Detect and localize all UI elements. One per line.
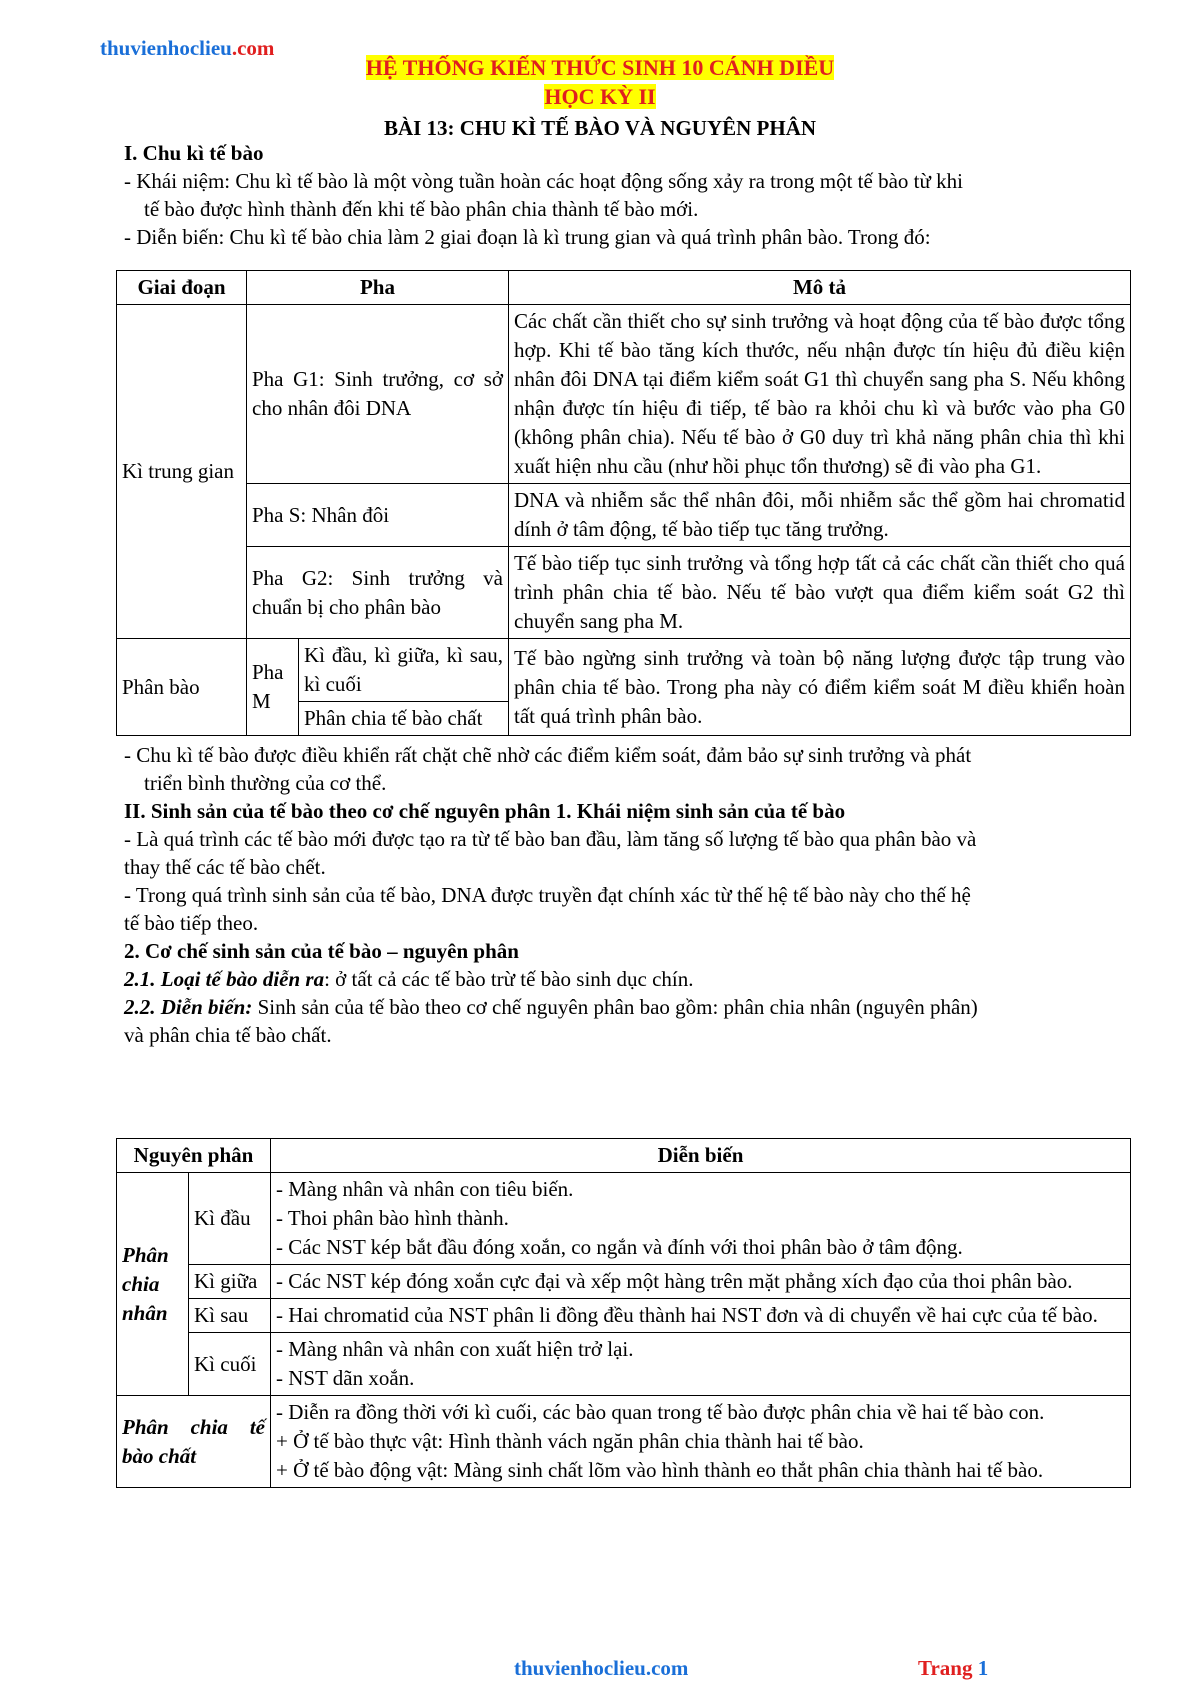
table2-header-progress: Diễn biến	[271, 1139, 1131, 1173]
prophase-desc: - Màng nhân và nhân con tiêu biến. - Thoi phân bào hình thành. - Các NST kép bắt đầu đóng xoắn, co ngắn và đính với thoi phân bào ở tâm động.	[271, 1173, 1131, 1265]
phase-s: Pha S: Nhân đôi	[247, 484, 509, 547]
phase-g1: Pha G1: Sinh trưởng, cơ sở cho nhân đôi DNA	[247, 305, 509, 484]
cell-cycle-table	[116, 270, 1131, 736]
telophase-desc: - Màng nhân và nhân con xuất hiện trở lại. - NST dãn xoắn.	[271, 1333, 1131, 1396]
lesson-title: BÀI 13: CHU KÌ TẾ BÀO VÀ NGUYÊN PHÂN	[383, 116, 817, 140]
table1-header-phase: Pha	[247, 271, 509, 305]
metaphase-desc: - Các NST kép đóng xoắn cực đại và xếp một hàng trên mặt phẳng xích đạo của thoi phân bào.	[271, 1265, 1131, 1299]
progress-line: - Diễn biến: Chu kì tế bào chia làm 2 giai đoạn là kì trung gian và quá trình phân bào. Trong đó:	[124, 225, 931, 249]
repro-line2: thay thế các tế bào chết.	[124, 855, 326, 879]
table1-header-stage: Giai đoạn	[117, 271, 247, 305]
section2-heading: II. Sinh sản của tế bào theo cơ chế nguyên phân 1. Khái niệm sinh sản của tế bào	[124, 799, 846, 823]
mitosis-heading: 2. Cơ chế sinh sản của tế bào – nguyên phân	[124, 939, 519, 963]
mitosis-table	[116, 1138, 1131, 1488]
document-title: HỆ THỐNG KIẾN THỨC SINH 10 CÁNH DIỀU	[365, 55, 835, 80]
phase-metaphase: Kì giữa	[189, 1265, 271, 1299]
concept-line2: tế bào được hình thành đến khi tế bào phân chia thành tế bào mới.	[144, 197, 699, 221]
logo-part2: .com	[231, 36, 275, 60]
phase-prophase: Kì đầu	[189, 1173, 271, 1265]
process-line1: 2.2. Diễn biến: Sinh sản của tế bào theo cơ chế nguyên phân bao gồm: phân chia nhân (nguyên phân)	[124, 995, 978, 1019]
dna-line1: - Trong quá trình sinh sản của tế bào, DNA được truyền đạt chính xác từ thế hệ tế bào này cho thế hệ	[124, 883, 971, 907]
process-line2: và phân chia tế bào chất.	[124, 1023, 332, 1047]
dna-line2: tế bào tiếp theo.	[124, 911, 259, 935]
page-number: Trang 1	[918, 1656, 989, 1680]
repro-line1: - Là quá trình các tế bào mới được tạo ra từ tế bào ban đầu, làm tăng số lượng tế bào qua phân bào và	[124, 827, 977, 851]
phase-m-desc: Tế bào ngừng sinh trưởng và toàn bộ năng lượng được tập trung vào phân chia tế bào. Trong pha này có điểm kiểm soát M điều khiển hoàn tất quá trình phân bào.	[509, 639, 1131, 736]
table1-header-desc: Mô tả	[509, 271, 1131, 305]
section1-heading: I. Chu kì tế bào	[124, 141, 264, 165]
cell-type-line: 2.1. Loại tế bào diễn ra: ở tất cả các tế bào trừ tế bào sinh dục chín.	[124, 967, 694, 991]
phase-telophase: Kì cuối	[189, 1333, 271, 1396]
footer-site-link[interactable]: thuvienhoclieu.com	[514, 1656, 689, 1680]
concept-line1: - Khái niệm: Chu kì tế bào là một vòng tuần hoàn các hoạt động sống xảy ra trong một tế bào từ khi	[124, 169, 963, 193]
semester-title: HỌC KỲ II	[544, 84, 656, 109]
phase-m-sub1: Kì đầu, kì giữa, kì sau, kì cuối	[299, 639, 509, 702]
phase-m-sub2: Phân chia tế bào chất	[299, 702, 509, 736]
anaphase-desc: - Hai chromatid của NST phân li đồng đều thành hai NST đơn và di chuyển về hai cực của tế bào.	[271, 1299, 1131, 1333]
cytokinesis: Phân chia tế bào chất	[117, 1396, 271, 1488]
phase-m: Pha M	[247, 639, 299, 736]
nucleus-division: Phân chia nhân	[117, 1173, 189, 1396]
stage-interphase: Kì trung gian	[117, 305, 247, 639]
control-line2: triển bình thường của cơ thể.	[144, 771, 387, 795]
phase-s-desc: DNA và nhiễm sắc thể nhân đôi, mỗi nhiễm sắc thể gồm hai chromatid dính ở tâm động, tế bào tiếp tục tăng trưởng.	[509, 484, 1131, 547]
cytokinesis-desc: - Diễn ra đồng thời với kì cuối, các bào quan trong tế bào được phân chia về hai tế bào con. + Ở tế bào thực vật: Hình thành vách ngăn phân chia thành hai tế bào. + Ở tế bào động vật: Màng sinh chất lõm vào hình thành eo thắt phân chia thành hai tế bào.	[271, 1396, 1131, 1488]
control-line1: - Chu kì tế bào được điều khiển rất chặt chẽ nhờ các điểm kiểm soát, đảm bảo sự sinh trưởng và phát	[124, 743, 972, 767]
logo-part1: thuvienhoclieu	[100, 36, 232, 60]
phase-g1-desc: Các chất cần thiết cho sự sinh trưởng và hoạt động của tế bào được tổng hợp. Khi tế bào tăng kích thước, nếu nhận được tín hiệu đủ điều kiện nhân đôi DNA tại điểm kiểm soát G1 thì chuyển sang pha S. Nếu không nhận được tín hiệu đi tiếp, tế bào ra khỏi chu kì và bước vào pha G0 (không phân chia). Nếu tế bào ở G0 duy trì khả năng phân chia thì khi xuất hiện nhu cầu (như hồi phục tổn thương) sẽ đi vào pha G1.	[509, 305, 1131, 484]
phase-anaphase: Kì sau	[189, 1299, 271, 1333]
stage-division: Phân bào	[117, 639, 247, 736]
table2-header-mitosis: Nguyên phân	[117, 1139, 271, 1173]
phase-g2-desc: Tế bào tiếp tục sinh trưởng và tổng hợp tất cả các chất cần thiết cho quá trình phân chia tế bào. Nếu tế bào vượt qua điểm kiểm soát G2 thì chuyển sang pha M.	[509, 547, 1131, 639]
phase-g2: Pha G2: Sinh trưởng và chuẩn bị cho phân bào	[247, 547, 509, 639]
